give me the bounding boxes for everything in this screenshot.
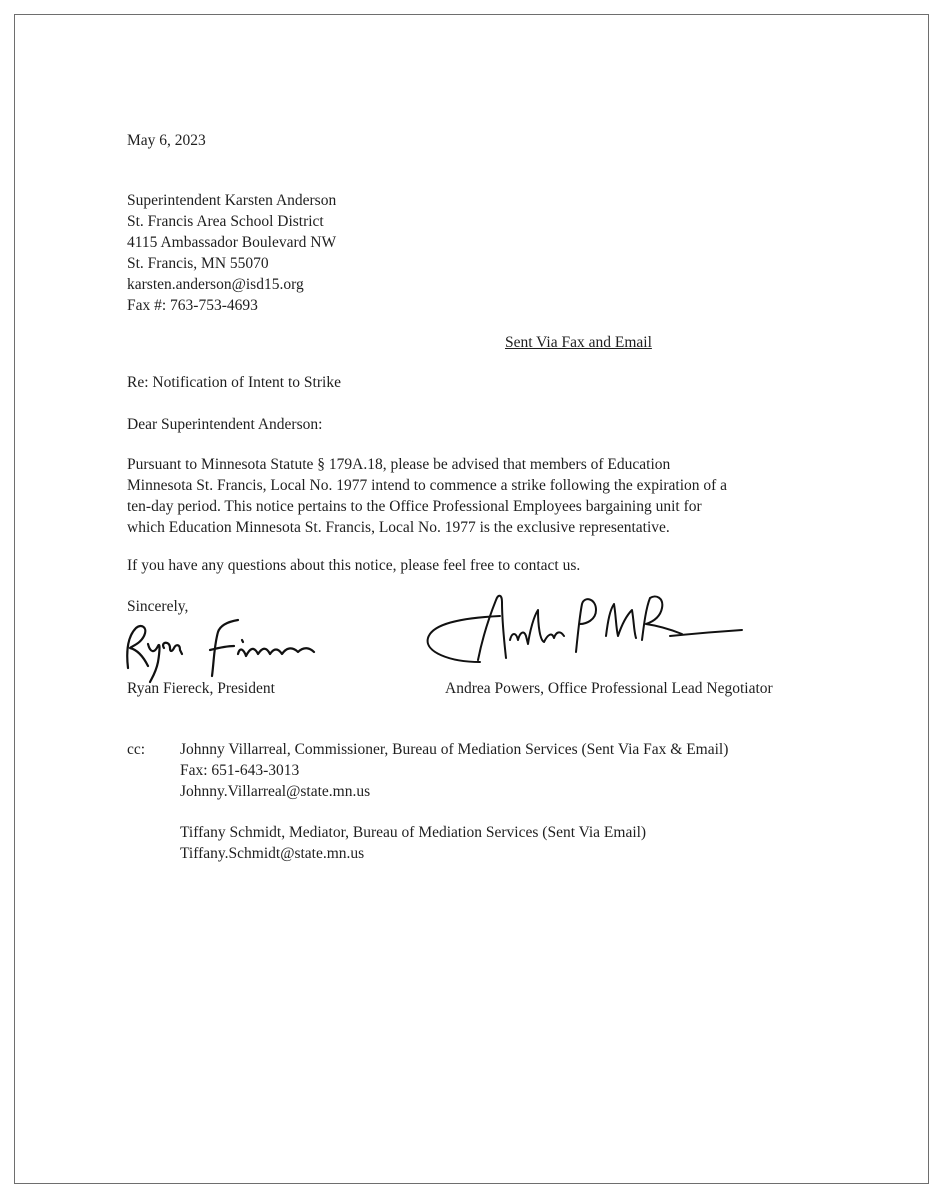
recipient-email: karsten.anderson@isd15.org bbox=[127, 276, 304, 293]
body-line: Pursuant to Minnesota Statute § 179A.18, please be advised that members of Education bbox=[127, 456, 671, 473]
cc-recipient-email: Tiffany.Schmidt@state.mn.us bbox=[180, 845, 365, 862]
salutation: Dear Superintendent Anderson: bbox=[127, 416, 323, 433]
body-line: Minnesota St. Francis, Local No. 1977 intend to commence a strike following the expiration of a bbox=[127, 477, 728, 494]
spacer bbox=[180, 803, 728, 823]
delivery-note: Sent Via Fax and Email bbox=[505, 334, 652, 351]
recipient-address bbox=[127, 191, 336, 317]
signatory-name-president: Ryan Fiereck, President bbox=[127, 680, 275, 697]
cc-recipient-line: Tiffany Schmidt, Mediator, Bureau of Mediation Services (Sent Via Email) bbox=[180, 824, 647, 841]
signature-andrea-powers bbox=[420, 580, 750, 675]
recipient-name: Superintendent Karsten Anderson bbox=[127, 192, 337, 209]
recipient-street: 4115 Ambassador Boulevard NW bbox=[127, 234, 337, 251]
signature-ryan-fiereck bbox=[114, 606, 334, 684]
body-line: which Education Minnesota St. Francis, Local No. 1977 is the exclusive representative. bbox=[127, 519, 670, 536]
recipient-city: St. Francis, MN 55070 bbox=[127, 255, 269, 272]
recipient-organization: St. Francis Area School District bbox=[127, 213, 324, 230]
cc-label: cc: bbox=[127, 741, 146, 758]
signatory-name-negotiator: Andrea Powers, Office Professional Lead Negotiator bbox=[445, 680, 773, 697]
body-paragraph bbox=[127, 455, 827, 539]
cc-recipients bbox=[180, 740, 728, 865]
recipient-fax: Fax #: 763-753-4693 bbox=[127, 297, 258, 314]
cc-recipient-fax: Fax: 651-643-3013 bbox=[180, 762, 300, 779]
questions-line: If you have any questions about this notice, please feel free to contact us. bbox=[127, 557, 581, 574]
cc-recipient-email: Johnny.Villarreal@state.mn.us bbox=[180, 783, 371, 800]
letter-date: May 6, 2023 bbox=[127, 132, 206, 149]
cc-recipient-line: Johnny Villarreal, Commissioner, Bureau of Mediation Services (Sent Via Fax & Email) bbox=[180, 741, 729, 758]
closing: Sincerely, bbox=[127, 598, 189, 615]
body-line: ten-day period. This notice pertains to the Office Professional Employees bargaining unit for bbox=[127, 498, 702, 515]
subject-line: Re: Notification of Intent to Strike bbox=[127, 374, 341, 391]
